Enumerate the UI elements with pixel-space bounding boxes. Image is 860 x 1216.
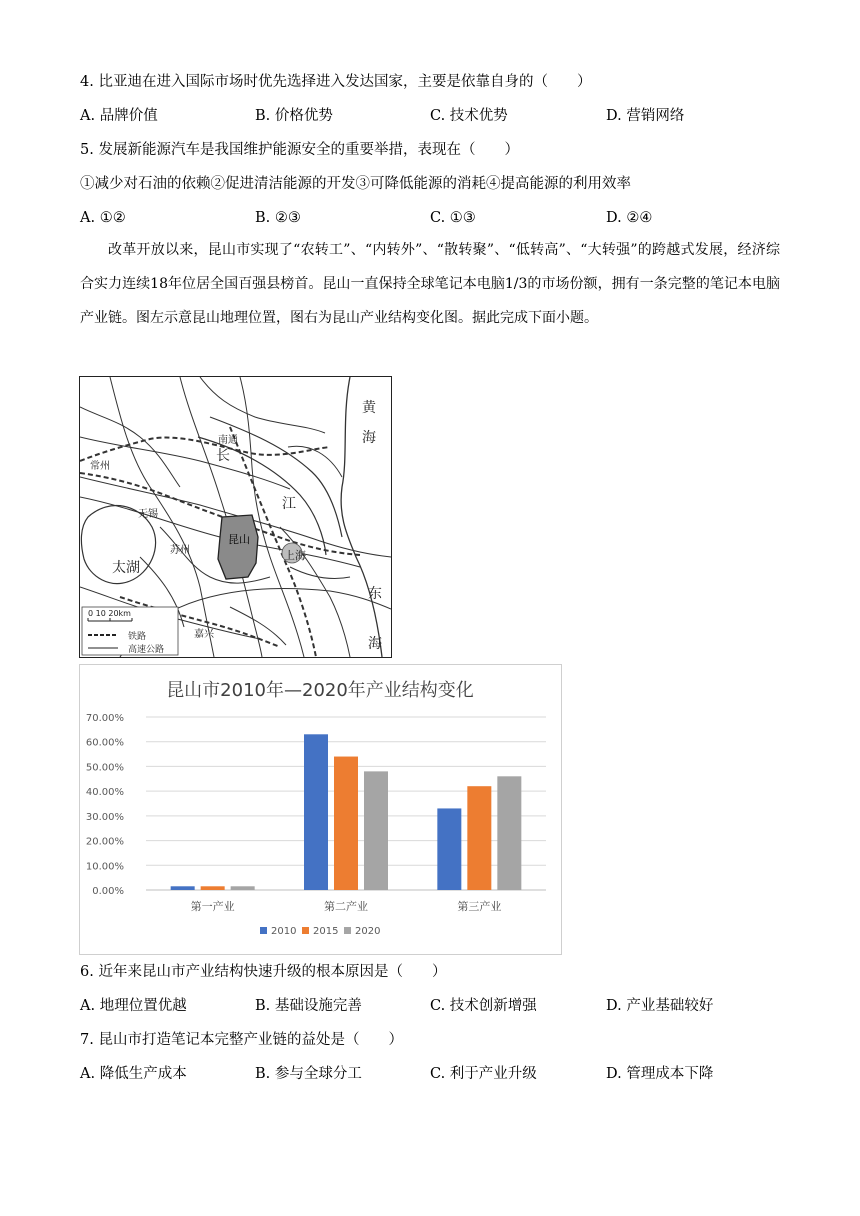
y-tick-label: 10.00% xyxy=(85,861,124,873)
map-label-changzhou: 常州 xyxy=(90,461,110,472)
legend-label: 2010 xyxy=(271,926,297,937)
legend-swatch xyxy=(260,927,267,934)
map-label-kunshan: 昆山 xyxy=(228,533,250,546)
map-label-jiaxing: 嘉兴 xyxy=(194,629,214,640)
chart-title: 昆山市2010年—2020年产业结构变化 xyxy=(166,680,474,701)
q7-option-b: B. 参与全球分工 xyxy=(255,1066,362,1082)
x-tick-label: 第二产业 xyxy=(324,900,368,913)
legend-label: 2015 xyxy=(313,926,339,937)
q5-option-a: A. ①② xyxy=(80,210,126,226)
q5-option-c: C. ①③ xyxy=(430,210,476,226)
q4-option-c: C. 技术优势 xyxy=(430,108,508,124)
map-scale-label: 0 10 20km xyxy=(88,609,131,618)
map-label-suzhou: 苏州 xyxy=(170,545,190,556)
industry-structure-chart xyxy=(79,664,562,955)
chart-svg xyxy=(80,665,561,954)
q5-option-b: B. ②③ xyxy=(255,210,301,226)
bar xyxy=(304,734,328,890)
x-tick-label: 第三产业 xyxy=(457,900,502,913)
bar xyxy=(231,886,255,890)
bar xyxy=(437,808,461,890)
q5-statement: ①减少对石油的依赖②促进清洁能源的开发③可降低能源的消耗④提高能源的利用效率 xyxy=(80,176,631,192)
map-label-chang: 长 xyxy=(216,448,230,464)
q7-option-c: C. 利于产业升级 xyxy=(430,1066,537,1082)
q6-option-a: A. 地理位置优越 xyxy=(80,998,187,1014)
q5-option-d: D. ②④ xyxy=(606,210,653,226)
q4-option-d: D. 营销网络 xyxy=(606,108,685,124)
bar xyxy=(171,886,195,890)
y-tick-label: 30.00% xyxy=(85,811,124,823)
q6-option-c: C. 技术创新增强 xyxy=(430,998,537,1014)
map-label-hai-yellow: 海 xyxy=(362,430,376,446)
map-label-hai-east: 海 xyxy=(368,636,382,652)
y-tick-label: 60.00% xyxy=(85,737,124,749)
bar xyxy=(334,757,358,890)
map-label-wuxi: 无锡 xyxy=(138,509,158,520)
bar xyxy=(364,771,388,890)
q4-option-a: A. 品牌价值 xyxy=(80,108,158,124)
y-tick-label: 50.00% xyxy=(85,762,124,774)
legend-swatch xyxy=(344,927,351,934)
map-label-shanghai: 上海 xyxy=(284,549,306,562)
map-label-jiang: 江 xyxy=(282,496,296,512)
map-legend-highway: 高速公路 xyxy=(128,645,165,655)
legend-swatch xyxy=(302,927,309,934)
y-tick-label: 20.00% xyxy=(85,836,124,848)
q6-option-d: D. 产业基础较好 xyxy=(606,998,714,1014)
map-label-nantong: 南通 xyxy=(218,435,238,446)
bar xyxy=(497,776,521,890)
legend-label: 2020 xyxy=(355,926,381,937)
bar xyxy=(467,786,491,890)
q6-option-b: B. 基础设施完善 xyxy=(255,998,362,1014)
y-tick-label: 40.00% xyxy=(85,787,124,799)
map-legend-rail: 铁路 xyxy=(128,632,147,642)
bar xyxy=(201,886,225,890)
q4-option-b: B. 价格优势 xyxy=(255,108,333,124)
q7-stem: 7. 昆山市打造笔记本完整产业链的益处是（ ） xyxy=(80,1032,403,1048)
q7-option-d: D. 管理成本下降 xyxy=(606,1066,714,1082)
y-tick-label: 0.00% xyxy=(92,886,124,897)
kunshan-location-map xyxy=(79,376,392,658)
q4-stem: 4. 比亚迪在进入国际市场时优先选择进入发达国家，主要是依靠自身的（ ） xyxy=(80,74,592,90)
q5-stem: 5. 发展新能源汽车是我国维护能源安全的重要举措，表现在（ ） xyxy=(80,142,519,158)
q6-stem: 6. 近年来昆山市产业结构快速升级的根本原因是（ ） xyxy=(80,964,447,980)
passage: 改革开放以来，昆山市实现了“农转工”、“内转外”、“散转聚”、“低转高”、“大转强”的跨越式发展，经济综合实力连续18年位居全国百强县榜首。昆山一直保持全球笔记本电脑1/3的市场份额，拥有一条完整的笔记本电脑产业链。图左示意昆山地理位置，图右为昆山产业结构变化图。据此完成下面小题。 xyxy=(80,242,780,326)
q7-option-a: A. 降低生产成本 xyxy=(80,1066,187,1082)
map-label-huang: 黄 xyxy=(362,400,376,416)
x-tick-label: 第一产业 xyxy=(190,900,235,913)
y-tick-label: 70.00% xyxy=(85,713,124,724)
map-label-dong: 东 xyxy=(368,586,382,602)
map-label-taihu: 太湖 xyxy=(112,560,140,576)
